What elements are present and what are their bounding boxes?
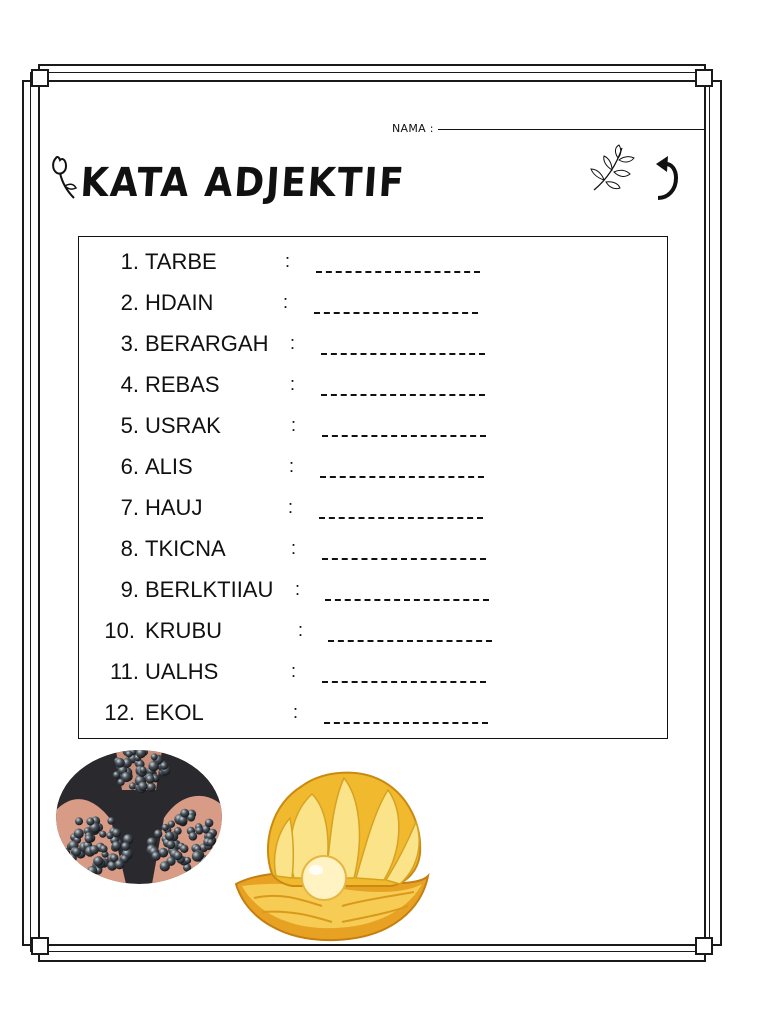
list-item: [79, 454, 667, 484]
pearl-shell-image: [232, 766, 432, 944]
pearl-dot: [86, 817, 94, 825]
pearl-dot: [180, 809, 189, 818]
colon: :: [291, 661, 297, 681]
pearl-dot: [207, 839, 214, 846]
frame-corner: [695, 937, 713, 955]
pearl-dot: [112, 829, 121, 838]
pearl-dot: [72, 847, 81, 856]
pearl-dot: [184, 857, 191, 864]
scrambled-word: BERARGAH: [145, 331, 269, 356]
item-number: 10.: [104, 618, 135, 643]
item-number: 8.: [120, 536, 139, 561]
pearl-dot: [89, 845, 98, 854]
pearl-dot: [151, 753, 158, 760]
list-item: [79, 536, 667, 566]
pearl-dot: [146, 775, 155, 784]
item-number: 2.: [120, 290, 139, 315]
pearl-dot: [115, 860, 125, 870]
pearl-dot: [138, 782, 147, 791]
pearl-dot: [117, 779, 124, 786]
pearl-dot: [115, 758, 125, 768]
pearl-dot: [147, 783, 156, 792]
pearl-dot: [112, 841, 121, 850]
word-list-box: [78, 236, 668, 739]
answer-line[interactable]: [321, 394, 485, 396]
answer-line[interactable]: [319, 517, 483, 519]
frame-corner: [31, 69, 49, 87]
item-number: 11.: [110, 659, 139, 684]
list-item: [79, 413, 667, 443]
pearl-dot: [160, 762, 168, 770]
answer-line[interactable]: [322, 558, 486, 560]
colon: :: [298, 620, 304, 640]
scrambled-word: BERLKTIIAU: [145, 577, 274, 602]
list-item: [79, 331, 667, 361]
pearl-dot: [168, 820, 175, 827]
list-item: [79, 495, 667, 525]
colon: :: [285, 251, 291, 271]
answer-line[interactable]: [321, 353, 485, 355]
scrambled-word: HDAIN: [145, 290, 214, 315]
pearls-image: [56, 750, 222, 884]
scrambled-word: UALHS: [145, 659, 219, 684]
pearl-dot: [129, 782, 136, 789]
scrambled-word: REBAS: [145, 372, 220, 397]
colon: :: [290, 333, 296, 353]
scrambled-word: TKICNA: [145, 536, 226, 561]
colon: :: [291, 415, 297, 435]
list-item: [79, 372, 667, 402]
colon: :: [295, 579, 301, 599]
frame-corner: [31, 937, 49, 955]
curved-arrow-icon: [652, 156, 684, 202]
scrambled-word: USRAK: [145, 413, 221, 438]
pearl-dot: [148, 761, 159, 772]
pearl-dot: [75, 817, 83, 825]
pearl-dot: [162, 824, 169, 831]
pearl-dot: [189, 832, 198, 841]
scrambled-word: TARBE: [145, 249, 217, 274]
frame-corner: [695, 69, 713, 87]
scrambled-word: HAUJ: [145, 495, 203, 520]
colon: :: [290, 374, 296, 394]
list-item: [79, 659, 667, 689]
item-number: 9.: [120, 577, 139, 602]
colon: :: [288, 497, 294, 517]
pearl-dot: [121, 842, 130, 851]
answer-line[interactable]: [322, 435, 486, 437]
pearl-dot: [107, 817, 115, 825]
pearl-dot: [166, 840, 175, 849]
answer-line[interactable]: [328, 640, 492, 642]
pearl-dot: [100, 845, 108, 853]
pearl-dot: [192, 851, 203, 862]
scrambled-word: EKOL: [145, 700, 204, 725]
item-number: 5.: [120, 413, 139, 438]
tulip-icon: [48, 154, 78, 200]
pearl-dot: [151, 851, 160, 860]
item-number: 6.: [120, 454, 139, 479]
pearl-dot: [85, 834, 94, 843]
list-item: [79, 577, 667, 607]
item-number: 3.: [120, 331, 139, 356]
pearl-dot: [173, 851, 182, 860]
answer-line[interactable]: [325, 599, 489, 601]
pearl-dot: [125, 751, 132, 758]
item-number: 1.: [120, 249, 139, 274]
item-number: 12.: [104, 700, 135, 725]
scrambled-word: ALIS: [145, 454, 193, 479]
pearl-dot: [154, 830, 163, 839]
pearl-dot: [205, 819, 214, 828]
answer-line[interactable]: [324, 722, 488, 724]
pearl-dot: [180, 845, 188, 853]
answer-line[interactable]: [314, 312, 478, 314]
pearl-dot: [195, 827, 203, 835]
colon: :: [283, 292, 289, 312]
list-item: [79, 618, 667, 648]
item-number: 7.: [120, 495, 139, 520]
colon: :: [289, 456, 295, 476]
name-blank-line[interactable]: [438, 129, 704, 130]
page-title: KATA ADJEKTIF: [79, 160, 407, 206]
answer-line[interactable]: [316, 271, 480, 273]
pearl-dot: [93, 856, 103, 866]
list-item: [79, 290, 667, 320]
pearl-dot: [140, 766, 147, 773]
pearl-dot: [160, 861, 170, 871]
answer-line[interactable]: [322, 681, 486, 683]
name-label: NAMA :: [392, 122, 434, 135]
list-item: [79, 700, 667, 730]
list-item: [79, 249, 667, 279]
colon: :: [293, 702, 299, 722]
scrambled-word: KRUBU: [145, 618, 223, 643]
item-number: 4.: [120, 372, 139, 397]
leaf-branch-icon: [588, 144, 636, 196]
pearl-dot: [99, 831, 106, 838]
name-field[interactable]: [392, 122, 704, 135]
pearl-dot: [165, 831, 174, 840]
colon: :: [291, 538, 297, 558]
pearl-dot: [74, 829, 84, 839]
answer-line[interactable]: [320, 476, 484, 478]
